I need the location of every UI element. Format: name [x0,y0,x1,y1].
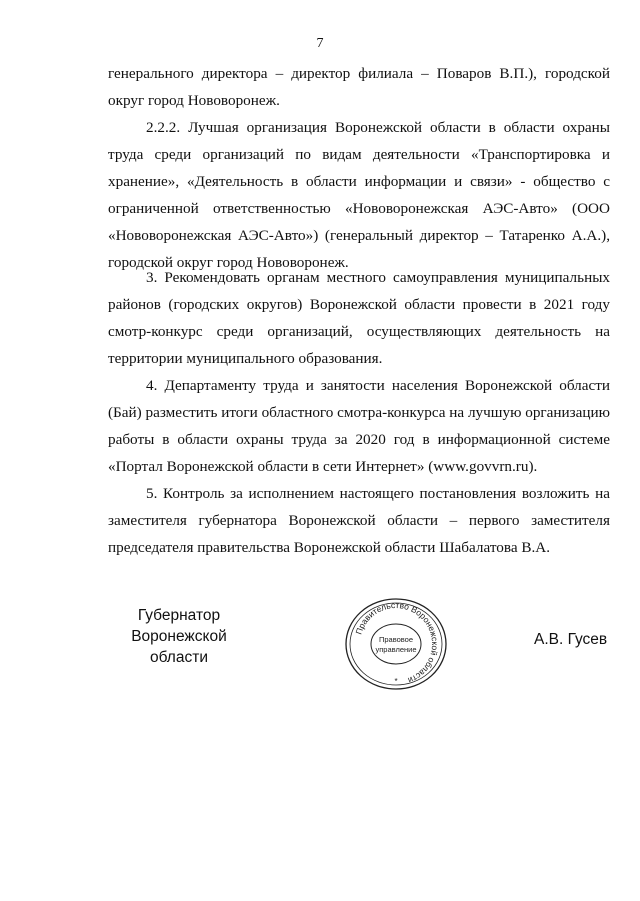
paragraph-5: 5. Контроль за исполнением настоящего постановления возложить на заместителя губернатора Воронежской области – первого заместителя председателя правительства Воронежской области Шабалатова В.А. [108,485,610,556]
paragraph-2-2-2: 2.2.2. Лучшая организация Воронежской области в области охраны труда среди организаций по видам деятельности «Транспортировка и хранение», «Деятельность в области информации и связи» - общество с ограниченной ответственностью «Нововоронежская АЭС-Авто» (ООО «Нововоронежская АЭС-Авто») (генеральный директор – Татаренко А.А.), городской округ город Нововоронеж. [108,119,610,271]
paragraph-4: 4. Департаменту труда и занятости населения Воронежской области (Бай) разместить итоги областного смотра-конкурса на лучшую организацию работы в области охраны труда за 2020 год в информационной системе «Портал Воронежской области в сети Интернет» (www.govvrn.ru). [108,377,610,475]
signatory-name: А.В. Гусев [534,631,608,648]
official-seal [343,597,449,691]
signatory-title [104,605,254,668]
paragraph-continuation: генерального директора – директор филиала – Поваров В.П.), городской округ город Нововоронеж. [108,65,610,109]
signatory-title-line1: Губернатор [137,607,221,624]
seal-inner-line1: Правовое [378,635,414,644]
signatory-title-line2: Воронежской области [131,628,227,666]
seal-outer-text: Правительство Воронежской области [353,599,441,686]
seal-star: * [394,677,398,686]
seal-inner-line2: управление [375,645,417,654]
paragraph-3: 3. Рекомендовать органам местного самоуправления муниципальных районов (городских округов) Воронежской области провести в 2021 году смотр-конкурс среди организаций, осуществляющих деятельность на территории муниципального образования. [108,269,610,367]
page-number: 7 [316,36,324,51]
